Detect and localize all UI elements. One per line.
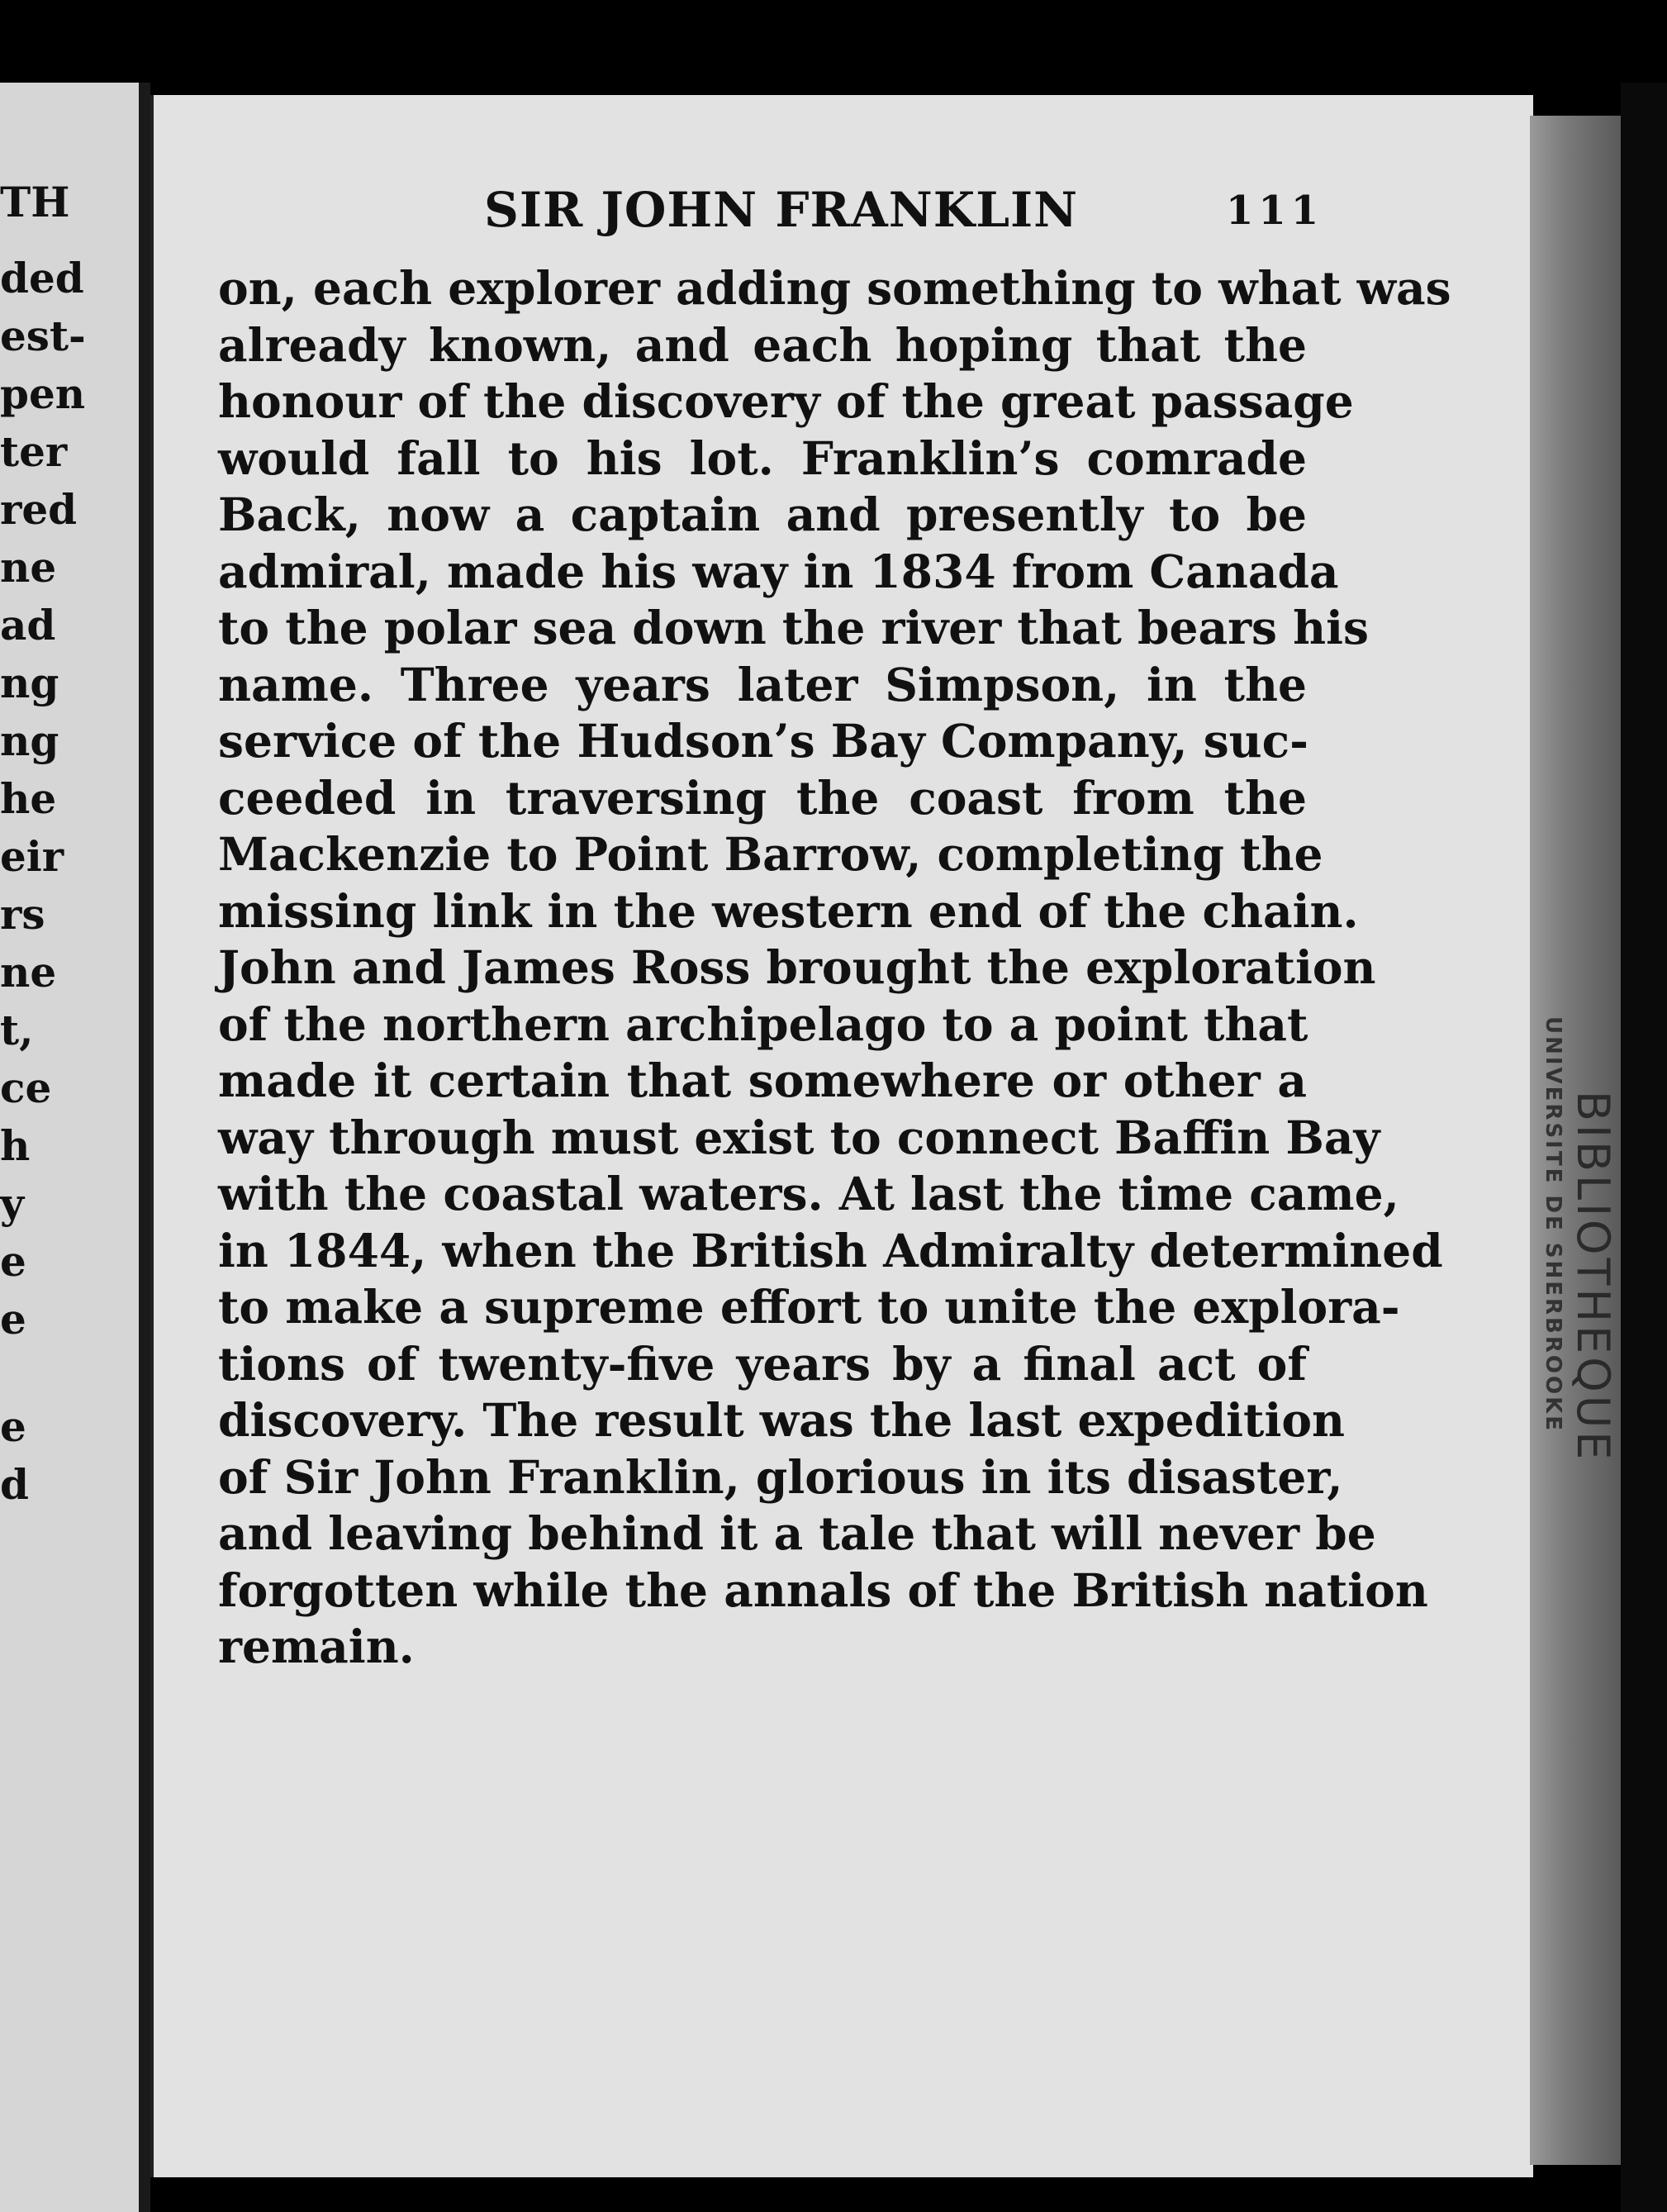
- facing-page-fragment: eir: [0, 832, 64, 881]
- text-line: with the coastal waters. At last the time came,: [218, 1167, 1399, 1220]
- text-line: ceeded in traversing the coast from the: [218, 770, 1307, 825]
- facing-page-fragment: rs: [0, 890, 45, 939]
- facing-page-fragment: red: [0, 485, 78, 534]
- text-line: to the polar sea down the river that bears his: [218, 601, 1370, 654]
- facing-page-fragment: e: [0, 1237, 26, 1286]
- text-line: discovery. The result was the last expedition: [218, 1393, 1346, 1447]
- facing-page-fragment: ne: [0, 948, 57, 997]
- facing-page-fragment: y: [0, 1179, 25, 1228]
- text-line: service of the Hudson’s Bay Company, suc-: [218, 714, 1308, 768]
- running-head: SIR JOHN FRANKLIN: [484, 182, 1079, 238]
- facing-page-edge: [0, 83, 142, 2212]
- facing-page-fragment: TH: [0, 178, 70, 226]
- text-line: remain.: [218, 1620, 415, 1673]
- text-line: made it certain that somewhere or other a: [218, 1054, 1307, 1107]
- text-line: and leaving behind it a tale that will never be: [218, 1506, 1376, 1560]
- text-line: tions of twenty-five years by a final act of: [218, 1336, 1307, 1391]
- text-line: to make a supreme effort to unite the explora-: [218, 1280, 1400, 1334]
- text-line: already known, and each hoping that the: [218, 317, 1307, 372]
- text-line: name. Three years later Simpson, in the: [218, 657, 1307, 711]
- facing-page-fragment: ad: [0, 601, 56, 649]
- text-line: honour of the discovery of the great passage: [218, 374, 1354, 428]
- facing-page-fragment: pen: [0, 369, 86, 418]
- text-line: on, each explorer adding something to what was: [218, 261, 1451, 315]
- page-number: 111: [1226, 188, 1324, 234]
- text-line: Back, now a captain and presently to be: [218, 488, 1307, 541]
- book-page: [150, 95, 1533, 2177]
- text-line: of the northern archipelago to a point that: [218, 997, 1308, 1051]
- facing-page-fragment: h: [0, 1121, 31, 1170]
- facing-page-fragment: t,: [0, 1006, 34, 1054]
- text-line: John and James Ross brought the exploration: [218, 940, 1376, 994]
- text-line: admiral, made his way in 1834 from Canada: [218, 544, 1339, 598]
- text-line: missing link in the western end of the chain.: [218, 883, 1359, 938]
- text-line: in 1844, when the British Admiralty determined: [218, 1223, 1443, 1277]
- facing-page-fragment: ce: [0, 1063, 52, 1112]
- facing-page-fragment: ter: [0, 427, 68, 476]
- body-paragraph: [218, 260, 1451, 1676]
- facing-page-fragment: ng: [0, 659, 59, 707]
- scan-border: [1621, 83, 1667, 2212]
- library-stamp: BIBLIOTHEQUE: [1567, 1091, 1619, 1463]
- facing-page-fragment: e: [0, 1402, 26, 1451]
- library-stamp-small: UNIVERSITE DE SHERBROOKE: [1541, 1016, 1565, 1434]
- facing-page-fragment: ne: [0, 543, 57, 592]
- text-line: would fall to his lot. Franklin’s comrade: [218, 431, 1307, 485]
- facing-page-fragment: est-: [0, 312, 86, 360]
- text-line: Mackenzie to Point Barrow, completing the: [218, 827, 1323, 881]
- gutter-shadow: [139, 83, 150, 2212]
- facing-page-fragment: he: [0, 774, 57, 823]
- text-line: of Sir John Franklin, glorious in its disaster,: [218, 1449, 1343, 1504]
- facing-page-fragment: ng: [0, 716, 59, 765]
- facing-page-fragment: e: [0, 1295, 26, 1344]
- facing-page-fragment: d: [0, 1460, 29, 1509]
- facing-page-fragment: ded: [0, 254, 84, 302]
- text-line: forgotten while the annals of the British nation: [218, 1563, 1428, 1617]
- text-line: way through must exist to connect Baffin Bay: [218, 1110, 1380, 1164]
